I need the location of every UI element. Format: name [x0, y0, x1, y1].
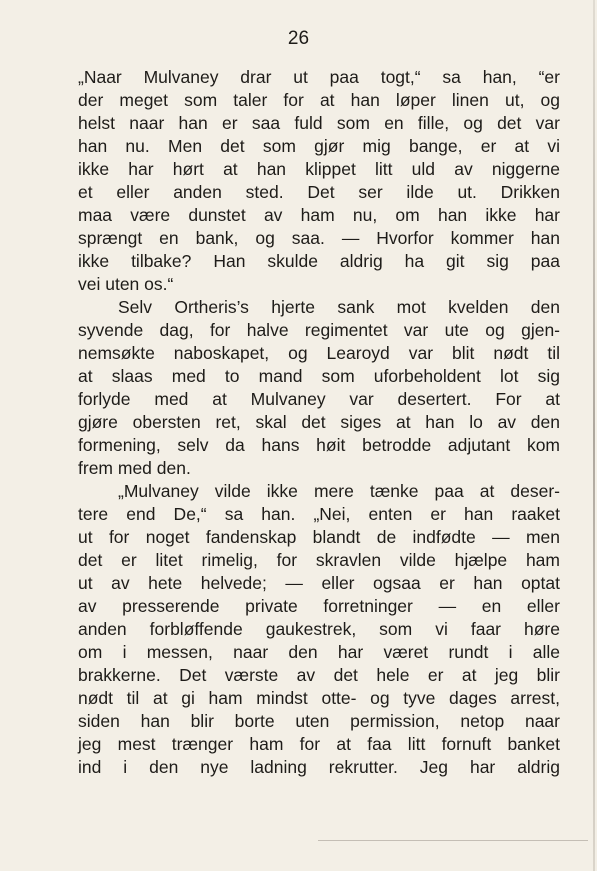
page-number: 26	[287, 28, 310, 49]
text-line: nødt til at gi ham mindst otte- og tyve dages arrest,	[78, 688, 560, 708]
text-line: helst naar han er saa fuld som en fille, og det var	[78, 113, 560, 133]
text-line: tere end De,“ sa han. „Nei, enten er han raaket	[78, 504, 560, 524]
text-line: gjøre obersten ret, skal det siges at han lo av den	[78, 412, 560, 432]
text-line: „Mulvaney vilde ikke mere tænke paa at deser-	[118, 481, 560, 501]
text-line: siden han blir borte uten permission, netop naar	[78, 711, 560, 731]
text-line: brakkerne. Det værste av det hele er at jeg blir	[78, 665, 560, 685]
text-line: vei uten os.“	[78, 274, 174, 294]
text-line: anden forbløffende gaukestrek, som vi faar høre	[78, 619, 560, 639]
text-line: et eller anden sted. Det ser ilde ut. Drikken	[78, 182, 560, 202]
text-line: „Naar Mulvaney drar ut paa togt,“ sa han, “er	[78, 67, 560, 87]
text-line: ikke har hørt at han klippet litt uld av niggerne	[78, 159, 560, 179]
text-line: maa være dunstet av ham nu, om han ikke har	[78, 205, 560, 225]
text-line: at slaas med to mand som uforbeholdent lot sig	[78, 366, 560, 386]
text-line: formening, selv da hans høit betrodde adjutant kom	[78, 435, 560, 455]
text-line: ut for noget fandenskap blandt de indfødte — men	[78, 527, 560, 547]
text-line: han nu. Men det som gjør mig bange, er at vi	[78, 136, 560, 156]
text-line: forlyde med at Mulvaney var desertert. For at	[78, 389, 560, 409]
text-line: syvende dag, for halve regimentet var ute og gjen-	[78, 320, 560, 340]
text-line: ikke tilbake? Han skulde aldrig ha git sig paa	[78, 251, 560, 271]
text-line: ut av hete helvede; — eller ogsaa er han optat	[78, 573, 560, 593]
text-line: sprængt en bank, og saa. — Hvorfor kommer han	[78, 228, 560, 248]
text-line: av presserende private forretninger — en eller	[78, 596, 560, 616]
text-line: ind i den nye ladning rekrutter. Jeg har aldrig	[78, 757, 560, 777]
text-line: der meget som taler for at han løper linen ut, og	[78, 90, 560, 110]
text-line: jeg mest trænger ham for at faa litt fornuft banket	[78, 734, 560, 754]
page-spine-shadow	[593, 0, 595, 871]
text-line: nemsøkte naboskapet, og Learoyd var blit nødt til	[78, 343, 560, 363]
text-line: om i messen, naar den har været rundt i alle	[78, 642, 560, 662]
text-line: det er litet rimelig, for skravlen vilde hjælpe ham	[78, 550, 560, 570]
text-line: frem med den.	[78, 458, 191, 478]
page-edge-shadow	[318, 840, 588, 841]
text-line: Selv Ortheris’s hjerte sank mot kvelden den	[118, 297, 560, 317]
